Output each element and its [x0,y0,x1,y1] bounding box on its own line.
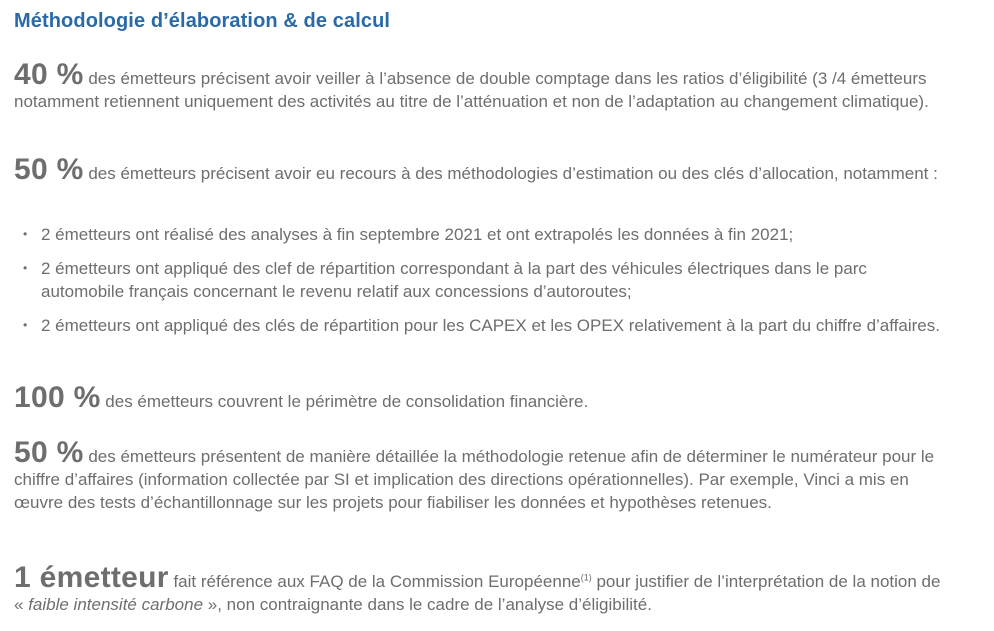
list-item-text: 2 émetteurs ont réalisé des analyses à fin septembre 2021 et ont extrapolés les données à fin 2021; [41,225,794,244]
paragraph-double-counting [14,58,954,113]
stat-value: 50 % [14,153,84,186]
stat-value: 100 % [14,381,101,414]
paragraph-text: des émetteurs présentent de manière détaillée la méthodologie retenue afin de déterminer le numérateur pour le chiffre d’affaires (information collectée par SI et implication des directions opérationnelles). Par exemple, Vinci a mis en œuvre des tests d’échantillonnage sur les projets pour fiabiliser les données et hypothèses retenues. [14,447,935,512]
paragraph-consolidation [14,381,954,414]
list-item [14,257,954,303]
paragraph-estimation-methods [14,153,954,186]
paragraph-text: des émetteurs couvrent le périmètre de consolidation financière. [100,392,589,411]
bullet-icon: • [23,227,28,241]
bullet-icon: • [23,318,28,332]
italic-term: faible intensité carbone [28,595,204,614]
stat-value: 40 % [14,58,84,91]
paragraph-methodology-detail [14,436,954,514]
paragraph-text: des émetteurs précisent avoir veiller à l’absence de double comptage dans les ratios d’éligibilité (3 /4 émetteurs notamment retiennent uniquement des activités au titre de l’atténuation et non de l’adaptation au changement climatique). [14,69,929,111]
paragraph-text: », non contraignante dans le cadre de l’analyse d’éligibilité. [203,595,652,614]
list-item-text: 2 émetteurs ont appliqué des clef de répartition correspondant à la part des véhicules électriques dans le parc automobile français concernant le revenu relatif aux concessions d’autoroutes; [41,259,867,301]
section-title: Méthodologie d’élaboration & de calcul [14,10,391,32]
list-item-text: 2 émetteurs ont appliqué des clés de répartition pour les CAPEX et les OPEX relativement à la part du chiffre d’affaires. [41,316,940,335]
bullet-icon: • [23,261,28,275]
stat-value: 1 émetteur [14,561,169,594]
list-item [14,314,954,337]
paragraph-faq-reference [14,561,954,616]
paragraph-text: des émetteurs précisent avoir eu recours à des méthodologies d’estimation ou des clés d’allocation, notamment : [83,164,938,183]
bullet-list [14,223,954,348]
paragraph-text: pour justifier de l’interprétation de la notion de « [14,572,941,614]
paragraph-text: fait référence aux FAQ de la Commission Européenne [168,572,581,591]
footnote-marker: (1) [580,572,592,583]
list-item [14,223,954,246]
stat-value: 50 % [14,436,84,469]
